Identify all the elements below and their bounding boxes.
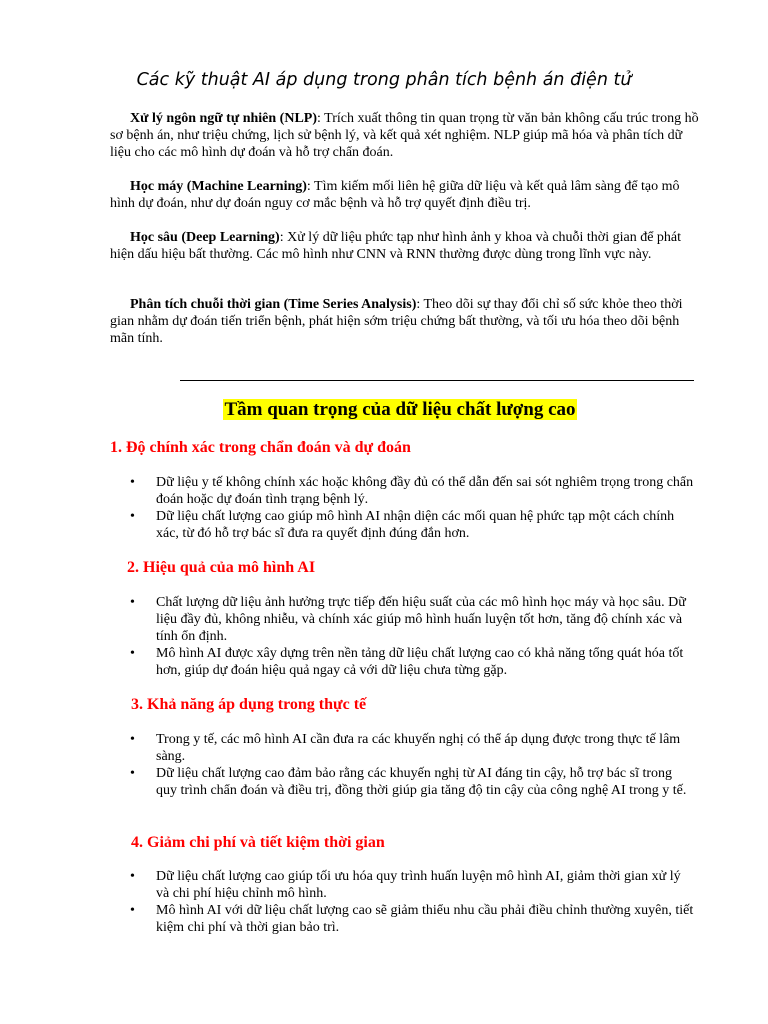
list-item: • Dữ liệu chất lượng cao đảm bảo rằng các khuyến nghị từ AI đáng tin cậy, hỗ trợ bác sĩ trong quy trình chẩn đoán và điều trị, đồng thời giúp gia tăng độ tin cậy của công nghệ AI trong y tế. [0,765,696,799]
technique-deep-learning [110,229,700,263]
section-subtitle [0,398,768,422]
list-item: • Dữ liệu y tế không chính xác hoặc không đầy đủ có thể dẫn đến sai sót nghiêm trọng trong chẩn đoán hoặc dự đoán tình trạng bệnh lý. [0,474,696,508]
technique-name: Phân tích chuỗi thời gian (Time Series Analysis) [130,297,417,312]
technique-nlp [110,110,700,161]
technique-text: : Xử lý dữ liệu phức tạp như hình ảnh y khoa và chuỗi thời gian để phát hiện dấu hiệu bất thường. Các mô hình như CNN và RNN thường được dùng trong lĩnh vực này. [110,230,682,262]
section-heading-model-efficiency: 2. Hiệu quả của mô hình AI [127,559,316,576]
technique-text: : Trích xuất thông tin quan trọng từ văn bản không cấu trúc trong hồ sơ bệnh án, như triệu chứng, lịch sử bệnh lý, và kết quả xét nghiệm. NLP giúp mã hóa và phân tích dữ liệu cho các mô hình dự đoán và hỗ trợ chẩn đoán. [110,111,699,160]
list-item: • Trong y tế, các mô hình AI cần đưa ra các khuyến nghị có thể áp dụng được trong thực tế lâm sàng. [0,731,696,765]
technique-name: Học sâu (Deep Learning) [130,230,280,245]
technique-name: Xử lý ngôn ngữ tự nhiên (NLP) [130,111,318,126]
bullet-list-cost-time [0,868,696,936]
section-heading-practical-use: 3. Khả năng áp dụng trong thực tế [131,696,367,713]
list-item: • Chất lượng dữ liệu ảnh hưởng trực tiếp đến hiệu suất của các mô hình học máy và học sâu. Dữ liệu đầy đủ, không nhiễu, và chính xác giúp mô hình huấn luyện tốt hơn, tăng độ chính xác và tính ổn định. [0,594,696,645]
bullet-list-accuracy [0,474,696,542]
highlighted-subtitle: Tầm quan trọng của dữ liệu chất lượng cao [224,399,576,420]
list-item: • Dữ liệu chất lượng cao giúp mô hình AI nhận diện các mối quan hệ phức tạp một cách chính xác, từ đó hỗ trợ bác sĩ đưa ra quyết định đúng đắn hơn. [0,508,696,542]
technique-time-series [110,296,700,347]
section-heading-cost-time: 4. Giảm chi phí và tiết kiệm thời gian [131,834,385,851]
list-item: • Dữ liệu chất lượng cao giúp tối ưu hóa quy trình huấn luyện mô hình AI, giảm thời gian xử lý và chi phí hiệu chỉnh mô hình. [0,868,696,902]
bullet-list-practical-use [0,731,696,799]
technique-machine-learning [110,178,700,212]
bullet-list-model-efficiency [0,594,696,679]
section-heading-accuracy: 1. Độ chính xác trong chẩn đoán và dự đoán [110,439,411,456]
document-title: Các kỹ thuật AI áp dụng trong phân tích bệnh án điện tử [136,70,632,90]
technique-text: : Tìm kiếm mối liên hệ giữa dữ liệu và kết quả lâm sàng để tạo mô hình dự đoán, như dự đoán nguy cơ mắc bệnh và hỗ trợ quyết định điều trị. [110,179,680,211]
technique-text: : Theo dõi sự thay đổi chỉ số sức khỏe theo thời gian nhằm dự đoán tiến triển bệnh, phát hiện sớm triệu chứng bất thường, và tối ưu hóa theo dõi bệnh mãn tính. [110,297,683,346]
list-item: • Mô hình AI được xây dựng trên nền tảng dữ liệu chất lượng cao có khả năng tổng quát hóa tốt hơn, giúp dự đoán hiệu quả ngay cả với dữ liệu chưa từng gặp. [0,645,696,679]
list-item: • Mô hình AI với dữ liệu chất lượng cao sẽ giảm thiểu nhu cầu phải điều chỉnh thường xuyên, tiết kiệm chi phí và thời gian bảo trì. [0,902,696,936]
horizontal-divider [180,380,694,381]
technique-name: Học máy (Machine Learning) [130,179,307,194]
